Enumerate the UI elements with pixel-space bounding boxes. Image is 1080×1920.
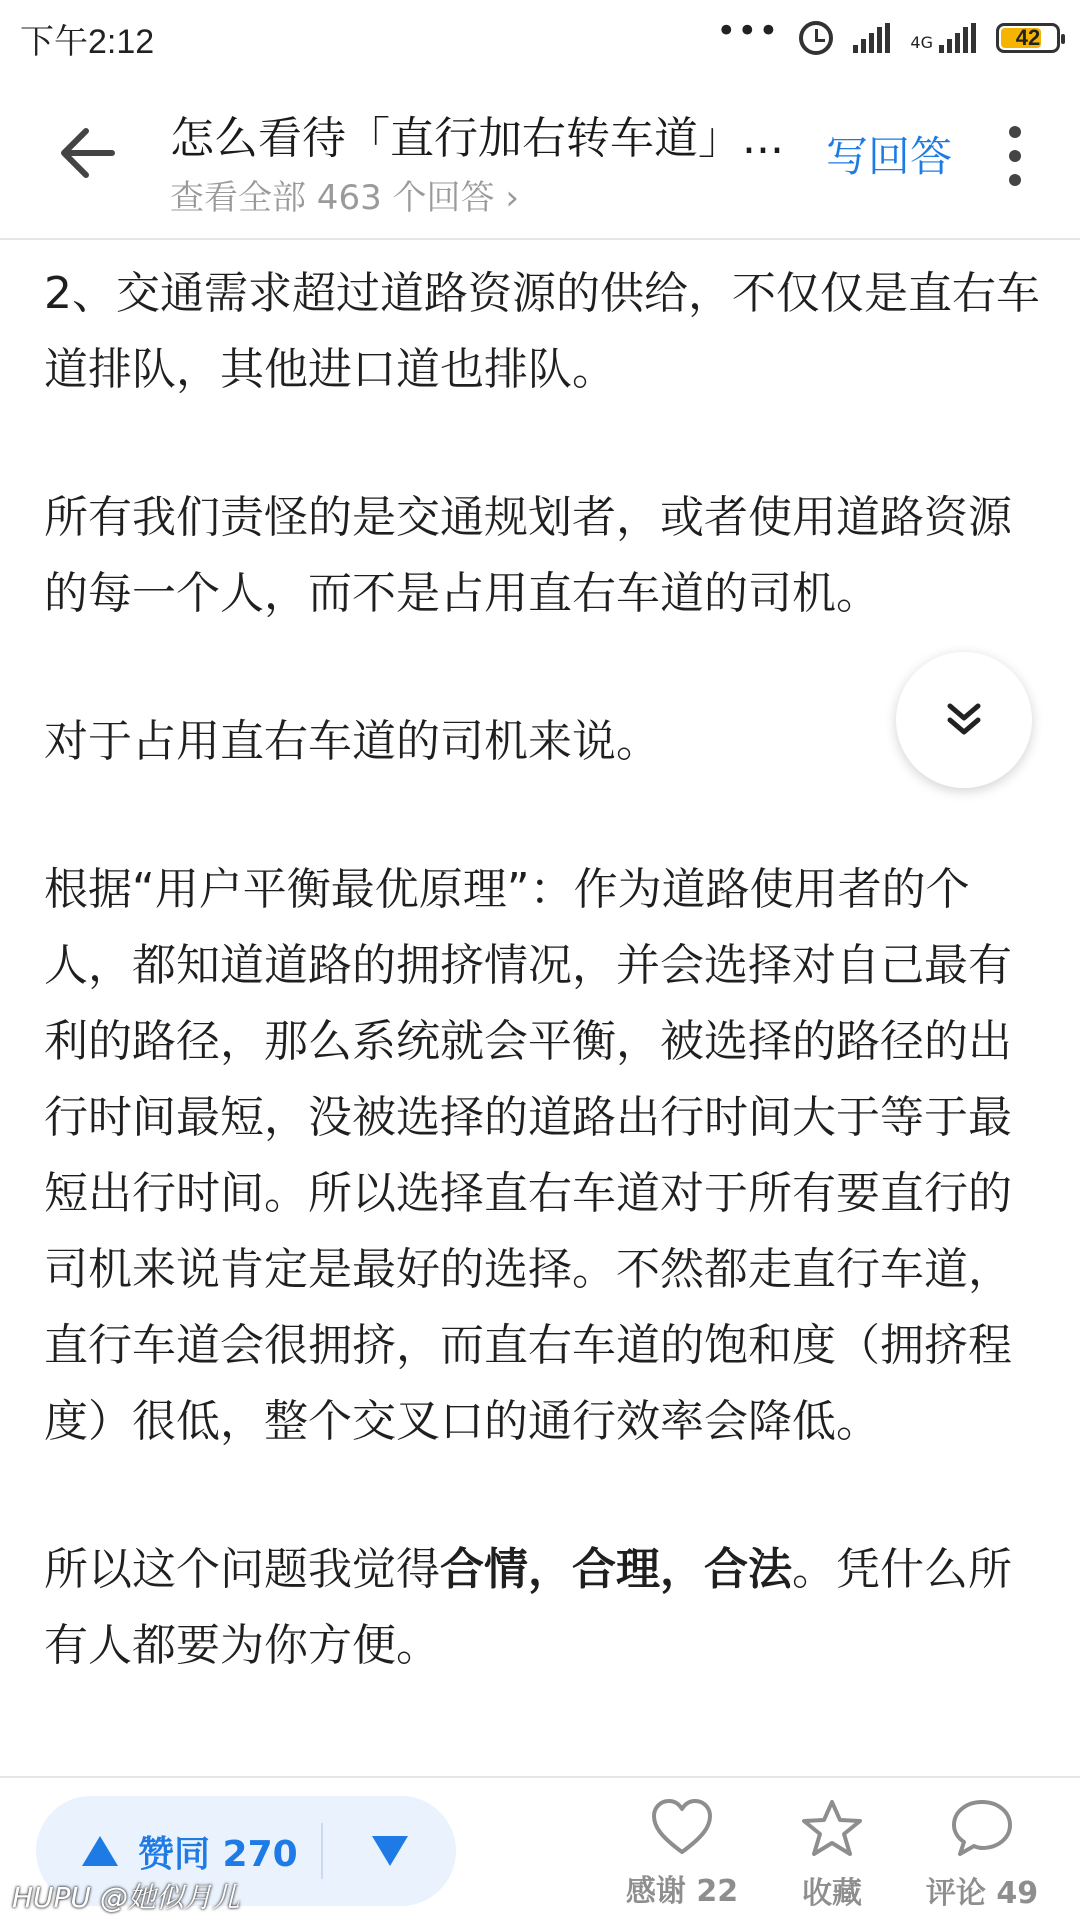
view-all-answers-link[interactable]: 查看全部 463 个回答 › — [170, 178, 519, 218]
status-bar — [0, 0, 1080, 76]
status-time: 下午2:12 — [20, 22, 155, 61]
cell-signal-icon — [939, 23, 976, 53]
back-button[interactable] — [52, 118, 122, 188]
answer-paragraph: 对于占用直右车道的司机来说。 — [44, 716, 660, 767]
more-dot-icon — [1009, 126, 1021, 138]
more-notifications-icon: ••• — [716, 11, 780, 51]
speech-bubble-icon — [950, 1798, 1014, 1858]
arrow-left-icon — [52, 118, 122, 188]
collect-button[interactable] — [762, 1798, 902, 1912]
heart-icon — [650, 1798, 714, 1856]
comment-label: 评论 49 — [925, 1876, 1039, 1911]
watermark: HUPU @她似月儿 — [12, 1881, 240, 1914]
more-dot-icon — [1009, 150, 1021, 162]
status-icons — [716, 11, 1060, 55]
more-dot-icon — [1009, 174, 1021, 186]
star-icon — [800, 1798, 864, 1858]
answer-paragraph: 2、交通需求超过道路资源的供给，不仅仅是直右车道排队，其他进口道也排队。 — [44, 268, 1040, 395]
more-options-button[interactable] — [1000, 126, 1030, 186]
thanks-label: 感谢 22 — [625, 1874, 739, 1909]
double-chevron-down-icon — [942, 698, 986, 742]
next-answer-button[interactable] — [896, 652, 1032, 788]
header — [0, 76, 1080, 240]
conclusion-text-before: 所以这个问题我觉得 — [44, 1544, 440, 1595]
triangle-up-icon — [80, 1834, 120, 1868]
upvote-label: 赞同 270 — [138, 1833, 298, 1875]
triangle-down-icon — [370, 1834, 410, 1868]
thanks-button[interactable] — [612, 1798, 752, 1910]
write-answer-button[interactable]: 写回答 — [826, 132, 953, 181]
answer-content — [44, 256, 1044, 1756]
conclusion-bold-text: 合情，合理，合法 — [440, 1544, 792, 1595]
alarm-icon — [799, 21, 833, 55]
answer-paragraph-conclusion — [44, 1532, 1044, 1684]
downvote-button[interactable] — [323, 1796, 456, 1906]
question-title[interactable]: 怎么看待「直行加右转车道」... — [170, 113, 784, 164]
collect-label: 收藏 — [802, 1876, 862, 1911]
battery-level: 42 — [1015, 25, 1041, 50]
network-type-label: 4G — [910, 33, 933, 52]
answer-paragraph: 所有我们责怪的是交通规划者，或者使用道路资源的每一个人，而不是占用直右车道的司机。 — [44, 492, 1012, 619]
conclusion-text-after: 。凭什么所有人都要为你方便。 — [44, 1544, 1012, 1671]
answer-paragraph: 根据“用户平衡最优原理”：作为道路使用者的个人，都知道道路的拥挤情况，并会选择对自己最有利的路径，那么系统就会平衡，被选择的路径的出行时间最短，没被选择的道路出行时间大于等于最短出行时间。所以选择直右车道对于所有要直行的司机来说肯定是最好的选择。不然都走直行车道，直行车道会很拥挤，而直右车道的饱和度（拥挤程度）很低，整个交叉口的通行效率会降低。 — [44, 864, 1012, 1447]
wifi-signal-icon — [853, 23, 890, 53]
battery-icon — [996, 23, 1060, 53]
comment-button[interactable] — [912, 1798, 1052, 1912]
